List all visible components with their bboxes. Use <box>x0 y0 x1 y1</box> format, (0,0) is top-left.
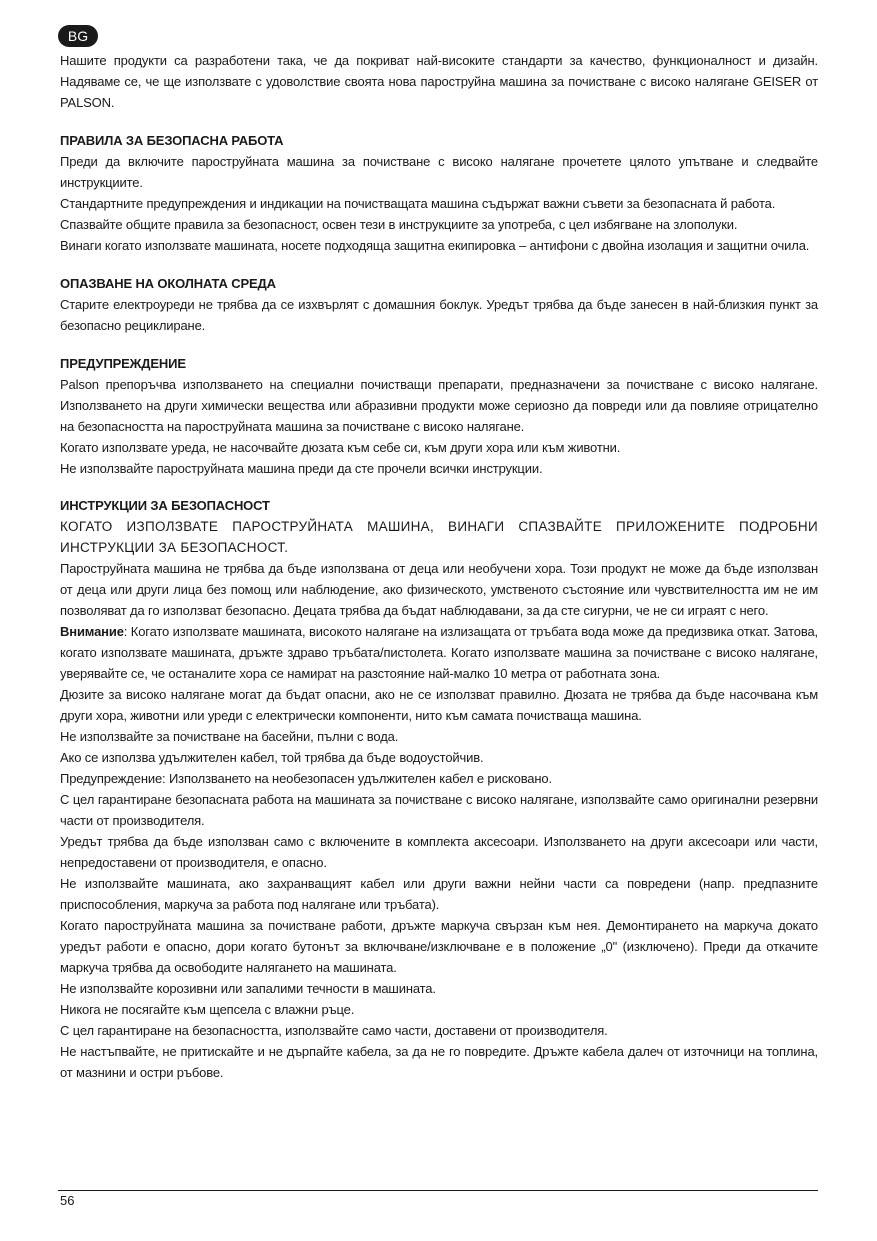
attention-label: Внимание <box>60 624 124 639</box>
footer-divider <box>58 1190 818 1191</box>
paragraph: Palson препоръчва използването на специални почистващи препарати, предназначени за почистване с високо налягане. Използването на други химически вещества или абразивни продукти може сериозно да повреди или да повлияе отрицателно на безопасността на пароструйната машина за почистване с високо налягане. <box>60 377 818 434</box>
paragraph: Не използвайте машината, ако захранващият кабел или други важни нейни части са повредени (напр. предпазните приспособления, маркуча за работа под налягане или тръбата). <box>60 876 818 912</box>
paragraph: Пароструйната машина не трябва да бъде използвана от деца или необучени хора. Този продукт не може да бъде използван от деца или други лица без помощ или наблюдение, ако физическото, умственото състояние или чувствителността им не им позволяват да го използват безопасно. Децата трябва да бъдат наблюдавани, за да сте сигурни, че не си играят с него. <box>60 561 818 618</box>
language-badge: BG <box>58 25 98 47</box>
paragraph: Стандартните предупреждения и индикации на почистващата машина съдържат важни съвети за безопасната й работа. <box>60 196 776 211</box>
paragraph: Винаги когато използвате машината, носете подходяща защитна екипировка – антифони с двойна изолация и защитни очила. <box>60 238 810 253</box>
paragraph: Преди да включите пароструйната машина за почистване с високо налягане прочетете цялото упътване и следвайте инструкциите. <box>60 154 818 190</box>
paragraph: Ако се използва удължителен кабел, той трябва да бъде водоустойчив. <box>60 750 484 765</box>
attention-paragraph <box>60 621 818 684</box>
heading-safe-work: ПРАВИЛА ЗА БЕЗОПАСНА РАБОТА <box>60 133 284 148</box>
paragraph: Уредът трябва да бъде използван само с включените в комплекта аксесоари. Използването на други аксесоари или части, непредоставени от производителя, е опасно. <box>60 834 818 870</box>
paragraph: Предупреждение: Използването на необезопасен удължителен кабел е рисковано. <box>60 771 552 786</box>
paragraph: Не използвайте за почистване на басейни, пълни с вода. <box>60 729 399 744</box>
caps-instruction: КОГАТО ИЗПОЛЗВАТЕ ПАРОСТРУЙНАТА МАШИНА, ВИНАГИ СПАЗВАЙТЕ ПРИЛОЖЕНИТЕ ПОДРОБНИ ИНСТРУКЦИИ ЗА БЕЗОПАСНОСТ. <box>60 519 818 555</box>
paragraph: Спазвайте общите правила за безопасност, освен тези в инструкциите за употреба, с цел избягване на злополуки. <box>60 217 738 232</box>
page-number: 56 <box>60 1193 75 1208</box>
paragraph: Не използвайте пароструйната машина преди да сте прочели всички инструкции. <box>60 461 543 476</box>
document-body <box>60 50 818 1083</box>
paragraph: Дюзите за високо налягане могат да бъдат опасни, ако не се използват правилно. Дюзата не трябва да бъде насочвана към други хора, животни или уреди с електрически компоненти, нито към самата почистваща машина. <box>60 687 818 723</box>
paragraph: Когато използвате уреда, не насочвайте дюзата към себе си, към други хора или към животни. <box>60 440 621 455</box>
heading-safety-instructions: ИНСТРУКЦИИ ЗА БЕЗОПАСНОСТ <box>60 498 270 513</box>
paragraph: Когато пароструйната машина за почистване работи, дръжте маркуча свързан към нея. Демонтирането на маркуча докато уредът работи е опасно, дори когато бутонът за включване/изключване е в положение „0" (изключено). Преди да откачите маркуча трябва да освободите налягането на машината. <box>60 918 818 975</box>
paragraph: Не настъпвайте, не притискайте и не дърпайте кабела, за да не го повредите. Дръжте кабела далеч от източници на топлина, от мазнини и остри ръбове. <box>60 1044 818 1080</box>
heading-warning: ПРЕДУПРЕЖДЕНИЕ <box>60 356 186 371</box>
paragraph: Старите електроуреди не трябва да се изхвърлят с домашния боклук. Уредът трябва да бъде занесен в най-близкия пункт за безопасно рециклиране. <box>60 297 818 333</box>
paragraph: С цел гарантиране на безопасността, използвайте само части, доставени от производителя. <box>60 1023 608 1038</box>
paragraph: Никога не посягайте към щепсела с влажни ръце. <box>60 1002 355 1017</box>
paragraph: Не използвайте корозивни или запалими течности в машината. <box>60 981 436 996</box>
paragraph: С цел гарантиране безопасната работа на машината за почистване с високо налягане, използвайте само оригинални резервни части от производителя. <box>60 792 818 828</box>
heading-environment: ОПАЗВАНЕ НА ОКОЛНАТА СРЕДА <box>60 276 276 291</box>
attention-text: : Когато използвате машината, високото налягане на излизащата от тръбата вода може да предизвика откат. Затова, когато използвате машината, дръжте здраво тръбата/пистолета. Когато използвате машина за почистване с високо налягане, уверявайте се, че останалите хора се намират на разстояние най-малко 10 метра от работната зона. <box>60 624 818 681</box>
intro-paragraph: Нашите продукти са разработени така, че да покриват най-високите стандарти за качество, функционалност и дизайн. Надяваме се, че ще използвате с удоволствие своята нова пароструйна машина за почистване с високо налягане GEISER от PALSON. <box>60 53 818 110</box>
